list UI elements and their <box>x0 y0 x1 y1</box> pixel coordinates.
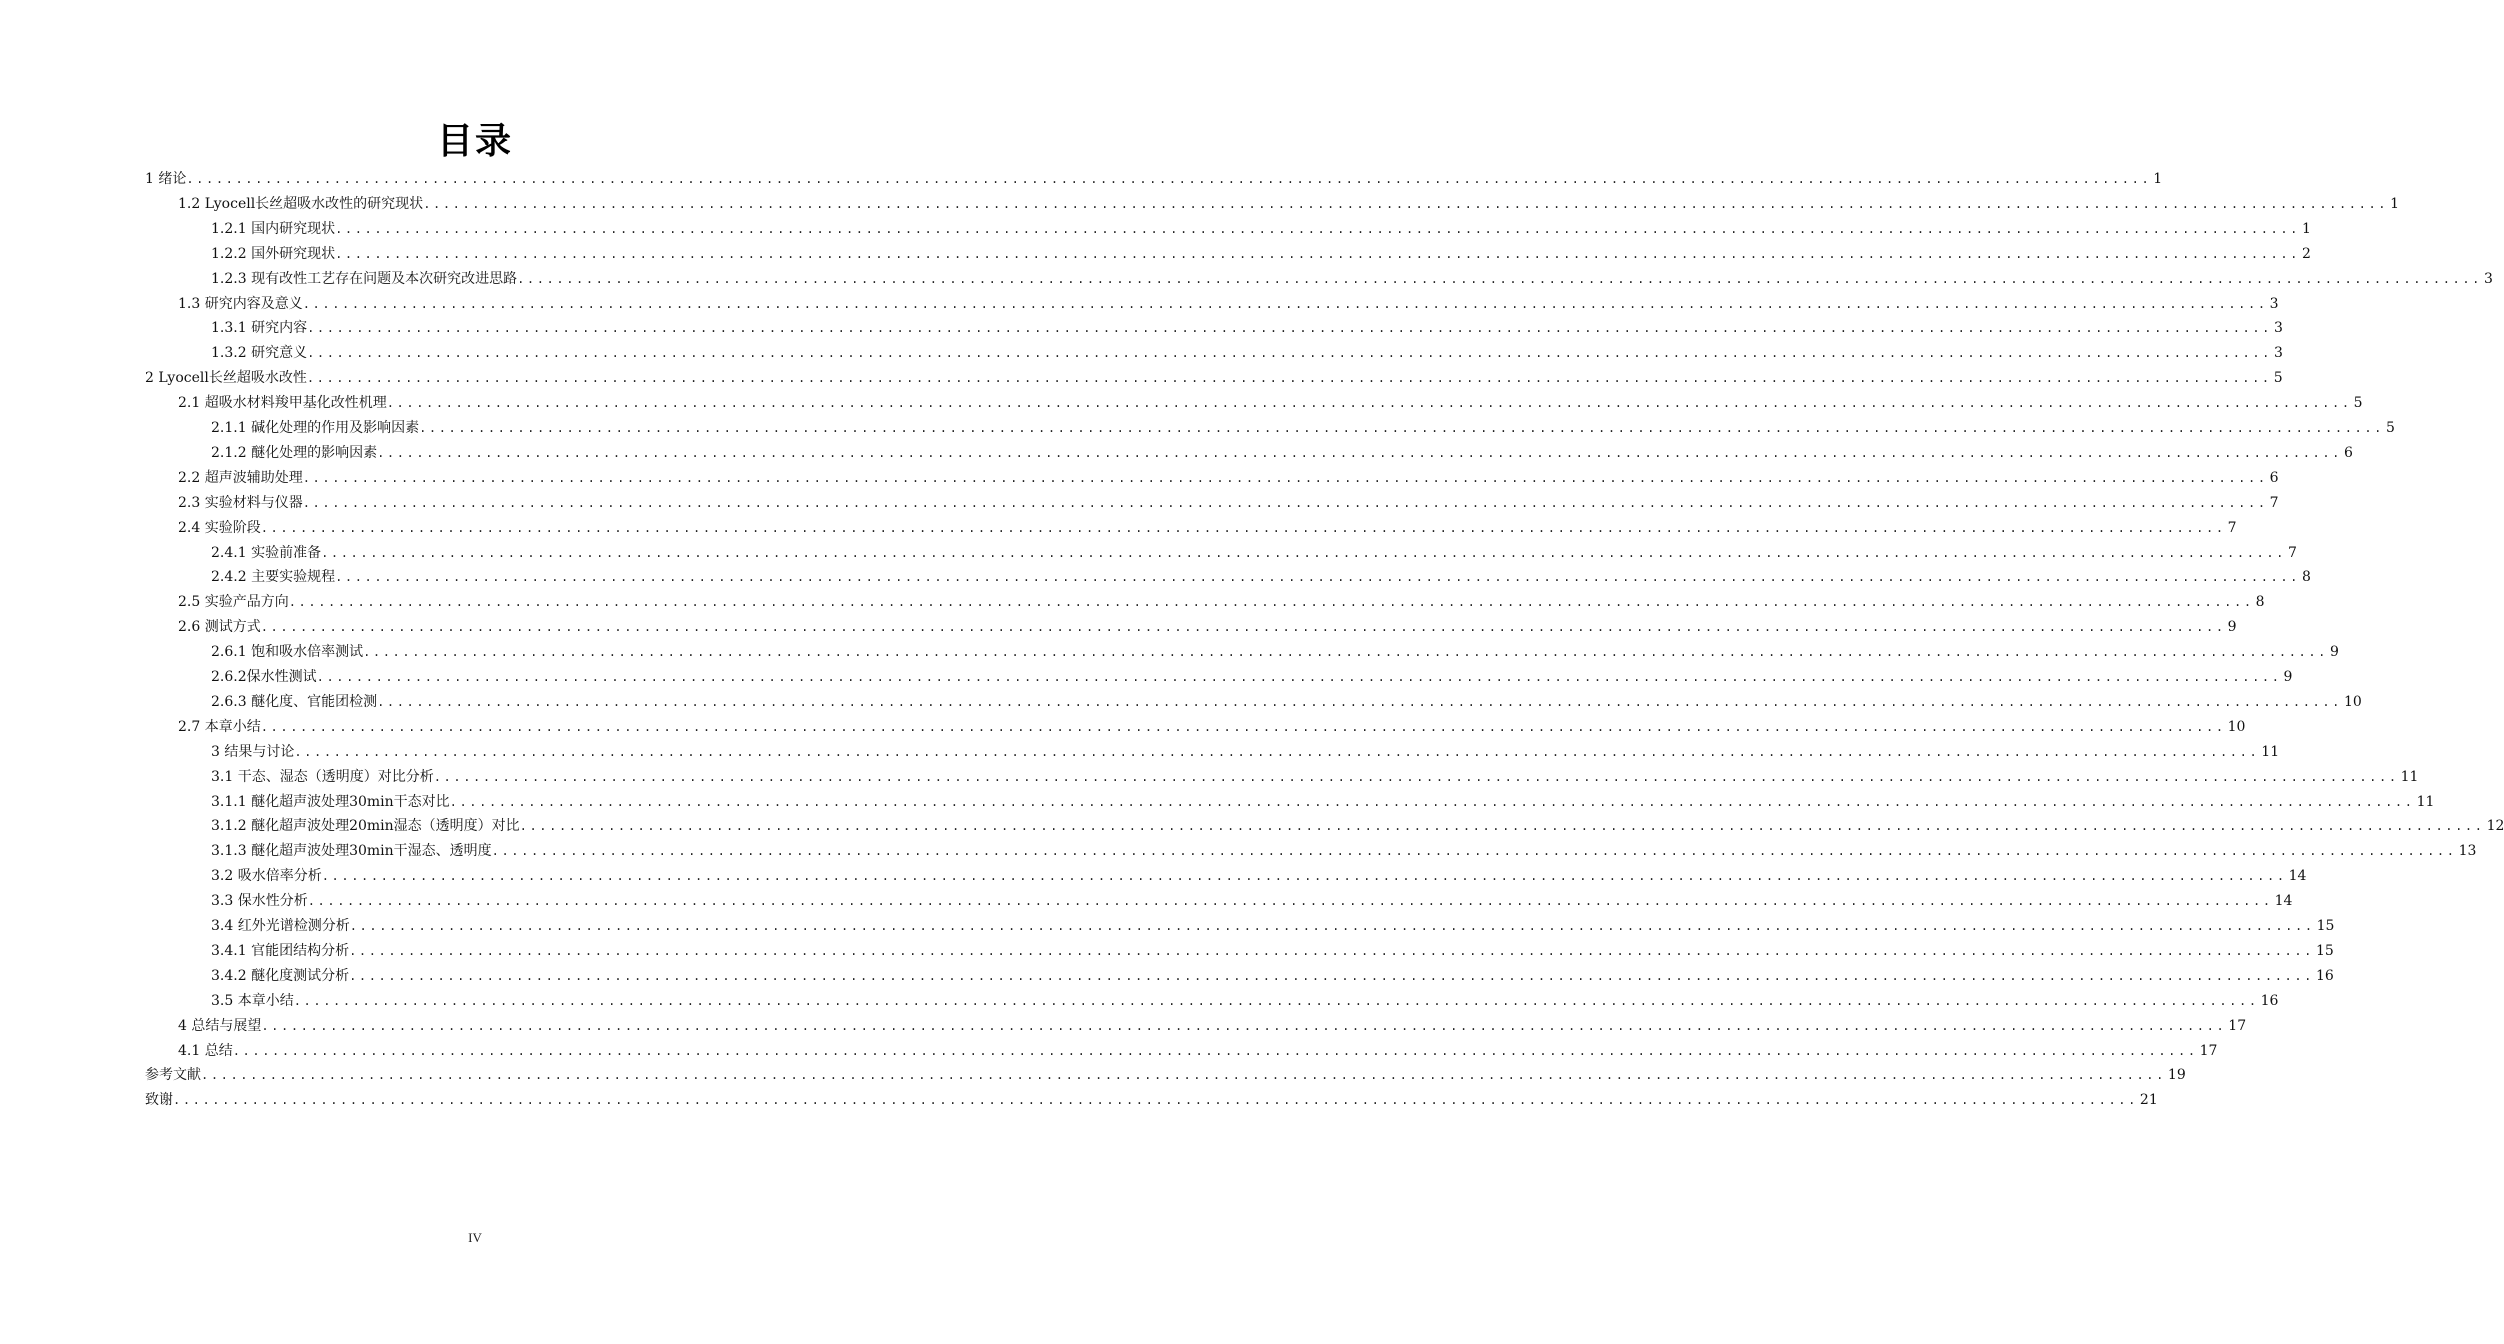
toc-entry-page: 15 <box>2316 943 2334 959</box>
toc-entry-label: 2.3 实验材料与仪器 <box>178 495 303 511</box>
toc-entry[interactable] <box>211 665 2293 689</box>
toc-entry[interactable] <box>211 416 2395 440</box>
toc-leader-dots: ........................................................................................................................................................................................................ <box>335 222 2300 236</box>
toc-entry-label: 2.2 超声波辅助处理 <box>178 470 303 486</box>
toc-entry[interactable] <box>211 441 2353 465</box>
toc-entry-page: 3 <box>2484 271 2493 287</box>
toc-entry[interactable] <box>211 914 2335 938</box>
toc-leader-dots: ........................................................................................................................................................................................................ <box>302 297 2268 311</box>
toc-entry-page: 10 <box>2344 694 2362 710</box>
toc-entry[interactable] <box>178 590 2265 614</box>
toc-entry-page: 21 <box>2139 1092 2158 1108</box>
toc-entry-label: 2.4.1 实验前准备 <box>211 545 322 561</box>
toc-entry-page: 9 <box>2227 619 2237 635</box>
toc-leader-dots: ........................................................................................................................................................................................................ <box>335 570 2300 584</box>
toc-entry-label: 2.7 本章小结 <box>178 719 261 735</box>
toc-entry-page: 12 <box>2486 818 2504 834</box>
toc-entry-label: 2.1 超吸水材料羧甲基化改性机理 <box>178 395 387 411</box>
toc-entry-page: 7 <box>2227 520 2237 536</box>
toc-entry-label: 3.1.2 醚化超声波处理20min湿态（透明度）对比 <box>211 818 520 834</box>
toc-entry[interactable] <box>211 814 2504 838</box>
toc-entry-label: 2.6.2保水性测试 <box>211 669 317 685</box>
toc-entry-page: 11 <box>2416 794 2435 810</box>
toc-entry-page: 6 <box>2269 470 2279 486</box>
toc-leader-dots: ........................................................................................................................................................................................................ <box>307 346 2272 360</box>
toc-entry-label: 1 绪论 <box>145 171 187 187</box>
toc-leader-dots: ........................................................................................................................................................................................................ <box>260 720 2226 734</box>
toc-entry[interactable] <box>211 242 2311 266</box>
toc-leader-dots: ........................................................................................................................................................................................................ <box>201 1068 2166 1082</box>
toc-entry-label: 3.3 保水性分析 <box>211 893 308 909</box>
toc-entry-page: 6 <box>2344 445 2353 461</box>
toc-entry[interactable] <box>211 864 2307 888</box>
toc-leader-dots: ........................................................................................................................................................................................................ <box>306 371 2272 385</box>
toc-leader-dots: ........................................................................................................................................................................................................ <box>349 969 2314 983</box>
toc-entry-page: 17 <box>2228 1018 2247 1034</box>
toc-entry-page: 1 <box>2302 221 2311 237</box>
toc-entry-page: 16 <box>2316 968 2334 984</box>
toc-leader-dots: ........................................................................................................................................................................................................ <box>293 994 2259 1008</box>
toc-entry-label: 1.3.2 研究意义 <box>211 345 308 361</box>
toc-entry[interactable] <box>145 366 2283 390</box>
toc-entry-label: 3.4 红外光谱检测分析 <box>211 918 350 934</box>
toc-entry[interactable] <box>211 267 2493 291</box>
toc-entry-page: 9 <box>2283 669 2293 685</box>
toc-entry[interactable] <box>178 466 2279 490</box>
toc-entry-page: 14 <box>2288 868 2307 884</box>
toc-entry-page: 3 <box>2269 296 2279 312</box>
toc-entry-page: 10 <box>2227 719 2246 735</box>
toc-entry[interactable] <box>211 640 2339 664</box>
toc-leader-dots: ........................................................................................................................................................................................................ <box>363 645 2328 659</box>
toc-entry-page: 14 <box>2274 893 2293 909</box>
toc-leader-dots: ........................................................................................................................................................................................................ <box>307 894 2273 908</box>
toc-entry-page: 15 <box>2316 918 2335 934</box>
toc-entry-label: 4 总结与展望 <box>178 1018 262 1034</box>
toc-entry-label: 1.2.1 国内研究现状 <box>211 221 336 237</box>
toc-entry[interactable] <box>178 516 2237 540</box>
toc-leader-dots: ........................................................................................................................................................................................................ <box>321 869 2287 883</box>
toc-entry-page: 8 <box>2302 569 2311 585</box>
toc-title: 目录 <box>436 121 513 162</box>
toc-entry-label: 1.2.2 国外研究现状 <box>211 246 336 262</box>
toc-entry-label: 2.6 测试方式 <box>178 619 261 635</box>
toc-entry-label: 3.4.2 醚化度测试分析 <box>211 968 350 984</box>
toc-entry-label: 1.2 Lyocell长丝超吸水改性的研究现状 <box>178 196 424 212</box>
toc-entry-page: 19 <box>2167 1067 2186 1083</box>
toc-entry-page: 17 <box>2199 1043 2218 1059</box>
page-number: IV <box>468 1230 482 1245</box>
toc-entry-label: 4.1 总结 <box>178 1043 233 1059</box>
toc-entry[interactable] <box>178 615 2237 639</box>
toc-entry-label: 1.3.1 研究内容 <box>211 320 308 336</box>
toc-entry[interactable] <box>145 167 2163 191</box>
toc-leader-dots: ........................................................................................................................................................................................................ <box>349 944 2314 958</box>
toc-entry-label: 2.5 实验产品方向 <box>178 594 289 610</box>
toc-entry[interactable] <box>178 715 2246 739</box>
toc-entry-label: 2.1.1 碱化处理的作用及影响因素 <box>211 420 420 436</box>
toc-entry-label: 3.1.3 醚化超声波处理30min干湿态、透明度 <box>211 843 492 859</box>
toc-leader-dots: ........................................................................................................................................................................................................ <box>260 620 2226 634</box>
toc-leader-dots: ........................................................................................................................................................................................................ <box>307 321 2272 335</box>
toc-entry-page: 7 <box>2269 495 2279 511</box>
toc-leader-dots: ........................................................................................................................................................................................................ <box>449 795 2415 809</box>
toc-entry[interactable] <box>211 541 2297 565</box>
toc-entry-page: 5 <box>2273 370 2283 386</box>
toc-entry-page: 3 <box>2274 345 2283 361</box>
toc-entry[interactable] <box>211 939 2334 963</box>
toc-leader-dots: ........................................................................................................................................................................................................ <box>302 496 2268 510</box>
toc-entry-label: 1.3 研究内容及意义 <box>178 296 303 312</box>
toc-entry[interactable] <box>211 964 2334 988</box>
toc-entry[interactable] <box>178 1039 2218 1063</box>
toc-leader-dots: ........................................................................................................................................................................................................ <box>349 919 2315 933</box>
toc-entry-label: 2.4.2 主要实验规程 <box>211 569 336 585</box>
toc-entry-page: 2 <box>2302 246 2311 262</box>
toc-entry-page: 3 <box>2274 320 2283 336</box>
toc-entry-label: 3.5 本章小结 <box>211 993 294 1009</box>
toc-entry[interactable] <box>211 839 2477 863</box>
toc-entry-page: 11 <box>2261 744 2280 760</box>
toc-entry-page: 1 <box>2390 196 2400 212</box>
toc-leader-dots: ........................................................................................................................................................................................................ <box>335 247 2300 261</box>
toc-leader-dots: ........................................................................................................................................................................................................ <box>419 421 2384 435</box>
toc-leader-dots: ........................................................................................................................................................................................................ <box>294 745 2260 759</box>
toc-leader-dots: ........................................................................................................................................................................................................ <box>316 670 2282 684</box>
toc-entry-page: 5 <box>2353 395 2363 411</box>
toc-leader-dots: ........................................................................................................................................................................................................ <box>386 396 2352 410</box>
toc-entry-label: 2.6.1 饱和吸水倍率测试 <box>211 644 364 660</box>
toc-leader-dots: ........................................................................................................................................................................................................ <box>377 695 2342 709</box>
toc-leader-dots: ........................................................................................................................................................................................................ <box>377 446 2342 460</box>
toc-entry[interactable] <box>178 1014 2247 1038</box>
toc-entry-label: 2.6.3 醚化度、官能团检测 <box>211 694 378 710</box>
toc-entry[interactable] <box>178 491 2279 515</box>
toc-entry[interactable] <box>178 192 2400 216</box>
toc-leader-dots: ........................................................................................................................................................................................................ <box>186 172 2152 186</box>
toc-leader-dots: ........................................................................................................................................................................................................ <box>232 1044 2198 1058</box>
toc-entry-page: 16 <box>2260 993 2279 1009</box>
toc-entry-label: 3.1 干态、湿态（透明度）对比分析 <box>211 769 434 785</box>
toc-entry[interactable] <box>178 292 2279 316</box>
toc-entry[interactable] <box>211 989 2279 1013</box>
toc-entry-label: 2.4 实验阶段 <box>178 520 261 536</box>
toc-leader-dots: ........................................................................................................................................................................................................ <box>261 1019 2227 1033</box>
toc-entry-label: 2 Lyocell长丝超吸水改性 <box>145 370 307 386</box>
toc-entry-page: 1 <box>2153 171 2163 187</box>
toc-entry-page: 9 <box>2330 644 2339 660</box>
toc-leader-dots: ........................................................................................................................................................................................................ <box>302 471 2268 485</box>
toc-entry-label: 1.2.3 现有改性工艺存在问题及本次研究改进思路 <box>211 271 518 287</box>
toc-entry-label: 3.4.1 官能团结构分析 <box>211 943 350 959</box>
toc-entry[interactable] <box>178 391 2363 415</box>
toc-entry-page: 8 <box>2255 594 2265 610</box>
toc-entry[interactable] <box>211 889 2293 913</box>
toc-leader-dots: ........................................................................................................................................................................................................ <box>433 770 2399 784</box>
toc-leader-dots: ........................................................................................................................................................................................................ <box>517 272 2482 286</box>
toc-entry-label: 2.1.2 醚化处理的影响因素 <box>211 445 378 461</box>
toc-entry[interactable] <box>145 1063 2186 1087</box>
toc-entry-label: 参考文献 <box>145 1067 201 1083</box>
toc-entry[interactable] <box>211 765 2419 789</box>
toc-entry[interactable] <box>211 790 2435 814</box>
toc-entry[interactable] <box>211 690 2362 714</box>
toc-leader-dots: ........................................................................................................................................................................................................ <box>288 595 2254 609</box>
toc-leader-dots: ........................................................................................................................................................................................................ <box>173 1093 2138 1107</box>
toc-entry-page: 7 <box>2288 545 2297 561</box>
toc-entry-label: 3.1.1 醚化超声波处理30min干态对比 <box>211 794 450 810</box>
toc-leader-dots: ........................................................................................................................................................................................................ <box>491 844 2457 858</box>
toc-entry-label: 3 结果与讨论 <box>211 744 295 760</box>
toc-entry-label: 3.2 吸水倍率分析 <box>211 868 322 884</box>
toc-entry[interactable] <box>211 316 2283 340</box>
toc-entry[interactable] <box>211 565 2311 589</box>
toc-entry[interactable] <box>211 217 2311 241</box>
toc-entry[interactable] <box>211 341 2283 365</box>
toc-leader-dots: ........................................................................................................................................................................................................ <box>321 546 2286 560</box>
toc-entry-page: 11 <box>2400 769 2419 785</box>
toc-leader-dots: ........................................................................................................................................................................................................ <box>519 819 2485 833</box>
toc-entry[interactable] <box>211 740 2280 764</box>
toc-entry-page: 5 <box>2386 420 2395 436</box>
toc-entry-page: 13 <box>2458 843 2477 859</box>
toc-entry-label: 致谢 <box>145 1092 173 1108</box>
toc-leader-dots: ........................................................................................................................................................................................................ <box>260 521 2226 535</box>
toc-entry[interactable] <box>145 1088 2158 1112</box>
toc-leader-dots: ........................................................................................................................................................................................................ <box>423 197 2389 211</box>
